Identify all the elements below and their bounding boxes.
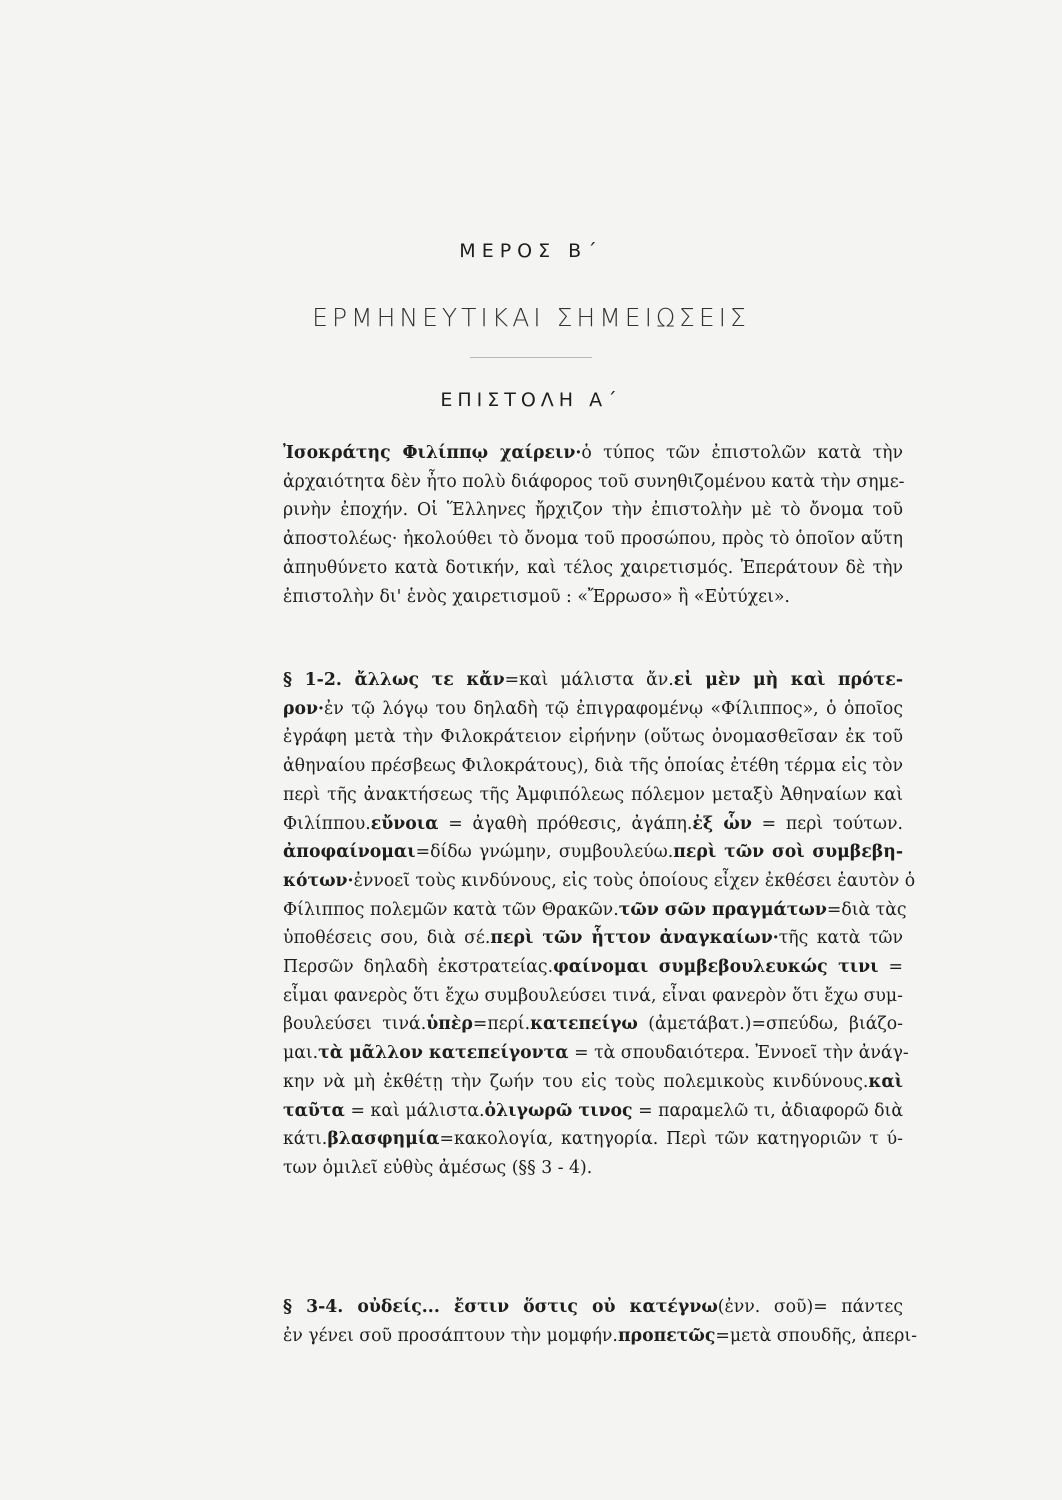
gloss: =περί. (472, 1014, 531, 1035)
gloss: ἀποστολέως· ἠκολούθει τὸ ὄνομα τοῦ προσώπου, πρὸς τὸ ὁποῖον αὕτη (283, 529, 903, 550)
lemma: Ἰσοκράτης Φιλίππῳ χαίρειν· (283, 443, 582, 463)
divider (470, 357, 592, 358)
lemma: ὑπὲρ (426, 1014, 473, 1035)
gloss: των ὁμιλεῖ εὐθὺς ἀμέσως (§§ 3 - 4). (283, 1157, 593, 1178)
lemma: φαίνομαι συμβεβουλευκώς τινι (553, 957, 879, 978)
text-line (283, 723, 903, 752)
text-line (283, 1039, 909, 1068)
lemma: βλασφημία (327, 1129, 440, 1150)
lemma: περὶ τῶν σοὶ συμβεβη- (673, 842, 903, 863)
text-line (283, 867, 916, 896)
text-line (283, 982, 903, 1011)
gloss: = πάντες (813, 1297, 904, 1317)
gloss: =μετὰ σπουδῆς, ἀπερι- (715, 1325, 918, 1346)
lemma: εὔνοια (370, 813, 439, 834)
gloss: ἐν γένει σοῦ προσάπτουν τὴν μομφήν. (283, 1325, 618, 1346)
gloss: ἐννοεῖ τοὺς κινδύνους, εἰς τοὺς ὁποίους εἶχεν ἐκθέσει ἑαυτὸν ὁ (353, 870, 916, 891)
gloss: ἀρχαιότητα δὲν ἦτο πολὺ διάφορος τοῦ συνηθιζομένου κατὰ τὴν σημε- (283, 471, 905, 492)
gloss: ἐπιστολὴν δι' ἑνὸς χαιρετισμοῦ : «Ἔρρωσο» ἢ «Εὐτύχει». (283, 586, 790, 607)
text-line (283, 810, 903, 839)
paragraph-sections-3-4 (283, 1293, 918, 1350)
paragraph-intro (283, 439, 903, 611)
gloss: κάτι. (283, 1129, 328, 1150)
gloss: τῆς κατὰ τῶν (778, 928, 904, 949)
gloss: ὁ τύπος τῶν ἐπιστολῶν κατὰ τὴν (581, 443, 903, 463)
text-line (283, 468, 903, 497)
gloss: = τὰ σπουδαιότερα. Ἐννοεῖ τὴν ἀνάγ- (574, 1043, 909, 1064)
gloss: ἐγράφη μετὰ τὴν Φιλοκράτειον εἰρήνην (οὕτως ὀνομασθεῖσαν ἐκ τοῦ (283, 727, 903, 748)
text-line (283, 1097, 903, 1126)
gloss: εἶμαι φανερὸς ὅτι ἔχω συμβουλεύσει τινά, εἶναι φανερὸν ὅτι ἔχω συμ- (283, 985, 903, 1006)
gloss: περὶ τῆς ἀνακτήσεως τῆς Ἀμφιπόλεως πόλεμον μεταξὺ Ἀθηναίων καὶ (283, 784, 903, 805)
lemma: ἐξ ὧν (692, 813, 752, 834)
gloss: ὑποθέσεις σου, διὰ σέ. (283, 928, 491, 949)
text-line (283, 953, 903, 982)
part-title: ΜΕΡΟΣ Β΄ (459, 240, 603, 262)
text-line (283, 896, 907, 925)
lemma: ἀποφαίνομαι (283, 842, 416, 863)
gloss: ρινὴν ἐποχήν. Οἱ Ἕλληνες ἤρχιζον τὴν ἐπιστολὴν μὲ τὸ ὄνομα τοῦ (283, 500, 903, 521)
text-line (283, 838, 903, 867)
text-line (283, 924, 903, 953)
lemma: § 3-4. οὐδείς... ἔστιν ὅστις οὐ κατέγνω (283, 1297, 718, 1317)
section-title: ΕΡΜΗΝΕΥΤΙΚΑΙ ΣΗΜΕΙΩΣΕΙΣ (312, 303, 750, 332)
text-line (283, 525, 903, 554)
gloss: = (888, 957, 903, 978)
text-line (283, 583, 903, 612)
lemma: τῶν σῶν πραγμάτων (618, 899, 827, 920)
gloss: βουλεύσει τινά. (283, 1014, 427, 1035)
gloss: Περσῶν δηλαδὴ ἐκστρατείας. (283, 957, 554, 978)
lemma: κατεπείγω (530, 1014, 638, 1035)
gloss: = ἀγαθὴ πρόθεσις, ἀγάπη. (448, 813, 693, 834)
text-line (283, 496, 903, 525)
lemma: § 1-2. ἄλλως τε κἄν (283, 670, 505, 690)
gloss: (ἐνν. σοῦ) (717, 1297, 814, 1317)
gloss: =δίδω γνώμην, συμβουλεύω. (415, 842, 674, 863)
gloss: = παραμελῶ τι, ἀδιαφορῶ διὰ (638, 1100, 904, 1121)
gloss: ἀπηυθύνετο κατὰ δοτικήν, καὶ τέλος χαιρετισμός. Ἐπεράτουν δὲ τὴν (283, 557, 903, 578)
gloss: =κακολογία, κατηγορία. Περὶ τῶν κατηγοριῶν τ ύ- (439, 1129, 903, 1150)
text-line (283, 439, 903, 468)
text-line (283, 752, 903, 781)
text-line (283, 1010, 903, 1039)
text-line (283, 695, 903, 724)
lemma: καὶ (868, 1071, 903, 1092)
lemma: ταῦτα (283, 1100, 345, 1121)
text-line (283, 1154, 903, 1183)
lemma: ὀλιγωρῶ τινος (484, 1100, 633, 1121)
text-line (283, 1293, 903, 1322)
gloss: (ἀμετάβατ.)=σπεύδω, βιάζο- (648, 1014, 904, 1035)
gloss: κην νὰ μὴ ἐκθέτῃ τὴν ζωήν του εἰς τοὺς πολεμικοὺς κινδύνους. (283, 1071, 869, 1092)
text-line (283, 781, 903, 810)
lemma: ρον· (283, 698, 325, 719)
gloss: = περὶ τούτων. (761, 813, 904, 834)
text-line (283, 1125, 903, 1154)
gloss: =διὰ τὰς (826, 899, 907, 920)
lemma: εἰ μὲν μὴ καὶ πρότε- (673, 670, 903, 690)
gloss: ἀθηναίου πρέσβεως Φιλοκράτους), διὰ τῆς ὁποίας ἐτέθη τέρμα εἰς τὸν (283, 756, 903, 777)
gloss: ἐν τῷ λόγῳ του δηλαδὴ τῷ ἐπιγραφομένῳ «Φίλιππος», ὁ ὁποῖος (324, 698, 903, 719)
gloss: =καὶ μάλιστα ἄν. (504, 670, 674, 690)
gloss: = καὶ μάλιστα. (350, 1100, 485, 1121)
text-line (283, 666, 903, 695)
lemma: τὰ μᾶλλον κατεπείγοντα (318, 1043, 569, 1064)
lemma: προπετῶς (617, 1325, 716, 1346)
subsection-title: ΕΠΙΣΤΟΛΗ Α΄ (440, 389, 622, 411)
gloss: Φίλιππος πολεμῶν κατὰ τῶν Θρακῶν. (283, 899, 619, 920)
text-line (283, 554, 903, 583)
gloss: μαι. (283, 1043, 319, 1064)
paragraph-sections-1-2 (283, 666, 916, 1183)
lemma: κότων· (283, 870, 354, 891)
text-line (283, 1322, 918, 1351)
gloss: Φιλίππου. (283, 813, 371, 834)
text-line (283, 1068, 903, 1097)
lemma: περὶ τῶν ἧττον ἀναγκαίων· (490, 928, 779, 949)
